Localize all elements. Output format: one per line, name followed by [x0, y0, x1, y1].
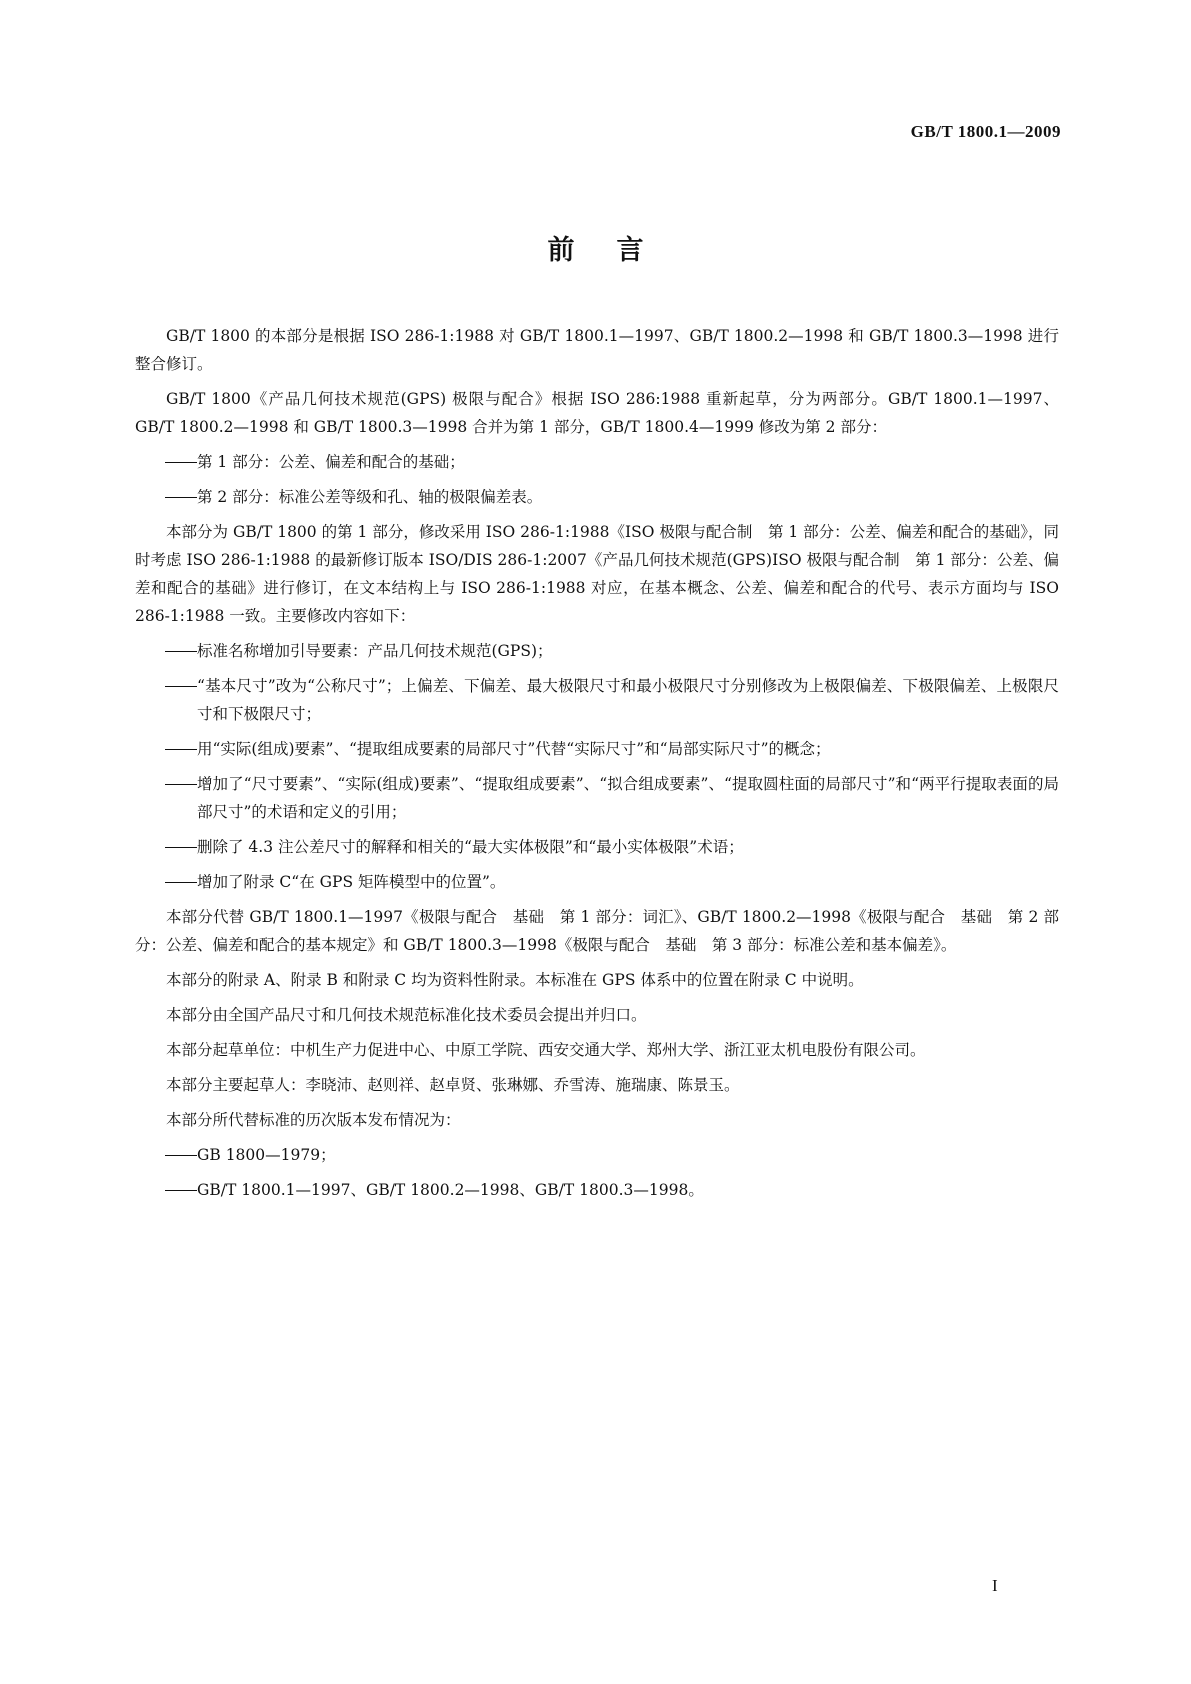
paragraph-annexes: 本部分的附录 A、附录 B 和附录 C 均为资料性附录。本标准在 GPS 体系中的位置在附录 C 中说明。: [166, 971, 864, 989]
page-number: I: [992, 1576, 998, 1595]
paragraph-history-intro: 本部分所代替标准的历次版本发布情况为：: [166, 1111, 461, 1129]
paragraph-modification: 本部分为 GB/T 1800 的第 1 部分，修改采用 ISO 286-1:1988《ISO 极限与配合制 第 1 部分：公差、偏差和配合的基础》，同时考虑 ISO 286-1:1988 的最新修订版本 ISO/DIS 286-1:2007《产品几何技术规范(GPS)ISO 极限与配合制 第 1 部分：公差、偏差和配合的基础》进行修订，在文本结构上与 ISO 286-1:1988 对应，在基本概念、公差、偏差和配合的代号、表示方面均与 ISO 286-1:1988 一致。主要修改内容如下：: [135, 523, 1059, 625]
list-item-text: “基本尺寸”改为“公称尺寸”；上偏差、下偏差、最大极限尺寸和最小极限尺寸分别修改为上极限偏差、下极限偏差、上极限尺寸和下极限尺寸；: [197, 677, 1059, 723]
list-item-text: 标准名称增加引导要素：产品几何技术规范(GPS)；: [197, 642, 553, 660]
paragraph-drafting-units: 本部分起草单位：中机生产力促进中心、中原工学院、西安交通大学、郑州大学、浙江亚太机电股份有限公司。: [166, 1041, 926, 1059]
list-item-text: 第 2 部分：标准公差等级和孔、轴的极限偏差表。: [197, 488, 543, 506]
list-item-change-2: [163, 672, 1059, 728]
paragraph-proposer: 本部分由全国产品尺寸和几何技术规范标准化技术委员会提出并归口。: [166, 1006, 647, 1024]
list-item-text: 增加了附录 C“在 GPS 矩阵模型中的位置”。: [197, 873, 506, 891]
list-item-change-6: [163, 868, 1059, 896]
list-item-text: 用“实际(组成)要素”、“提取组成要素的局部尺寸”代替“实际尺寸”和“局部实际尺寸”的概念；: [197, 740, 831, 758]
list-item-history-1: [163, 1141, 1059, 1169]
list-item-change-4: [163, 770, 1059, 826]
foreword-body: [135, 322, 1059, 1211]
standard-code-header: GB/T 1800.1—2009: [910, 122, 1061, 141]
paragraph-structure: GB/T 1800《产品几何技术规范(GPS) 极限与配合》根据 ISO 286:1988 重新起草，分为两部分。GB/T 1800.1—1997、GB/T 1800.2—1998 和 GB/T 1800.3—1998 合并为第 1 部分，GB/T 1800.4—1999 修改为第 2 部分：: [135, 390, 1059, 436]
paragraph-scope: GB/T 1800 的本部分是根据 ISO 286-1:1988 对 GB/T 1800.1—1997、GB/T 1800.2—1998 和 GB/T 1800.3—1998 进行整合修订。: [135, 327, 1059, 373]
list-item-text: GB/T 1800.1—1997、GB/T 1800.2—1998、GB/T 1800.3—1998。: [197, 1181, 704, 1199]
list-item-change-1: [163, 637, 1059, 665]
list-item-part-2: [163, 483, 1059, 511]
paragraph-replaces: 本部分代替 GB/T 1800.1—1997《极限与配合 基础 第 1 部分：词汇》、GB/T 1800.2—1998《极限与配合 基础 第 2 部分：公差、偏差和配合的基本规定》和 GB/T 1800.3—1998《极限与配合 基础 第 3 部分：标准公差和基本偏差》。: [135, 908, 1059, 954]
list-item-history-2: [163, 1176, 1059, 1204]
list-item-text: 删除了 4.3 注公差尺寸的解释和相关的“最大实体极限”和“最小实体极限”术语；: [197, 838, 744, 856]
list-item-change-3: [163, 735, 1059, 763]
list-item-part-1: [163, 448, 1059, 476]
list-item-text: 增加了“尺寸要素”、“实际(组成)要素”、“提取组成要素”、“拟合组成要素”、“提取圆柱面的局部尺寸”和“两平行提取表面的局部尺寸”的术语和定义的引用；: [197, 775, 1059, 821]
list-item-text: 第 1 部分：公差、偏差和配合的基础；: [197, 453, 465, 471]
list-item-text: GB 1800—1979；: [197, 1146, 336, 1164]
paragraph-drafters: 本部分主要起草人：李晓沛、赵则祥、赵卓贤、张琳娜、乔雪涛、施瑞康、陈景玉。: [166, 1076, 740, 1094]
page-title: 前言: [547, 235, 686, 266]
list-item-change-5: [163, 833, 1059, 861]
